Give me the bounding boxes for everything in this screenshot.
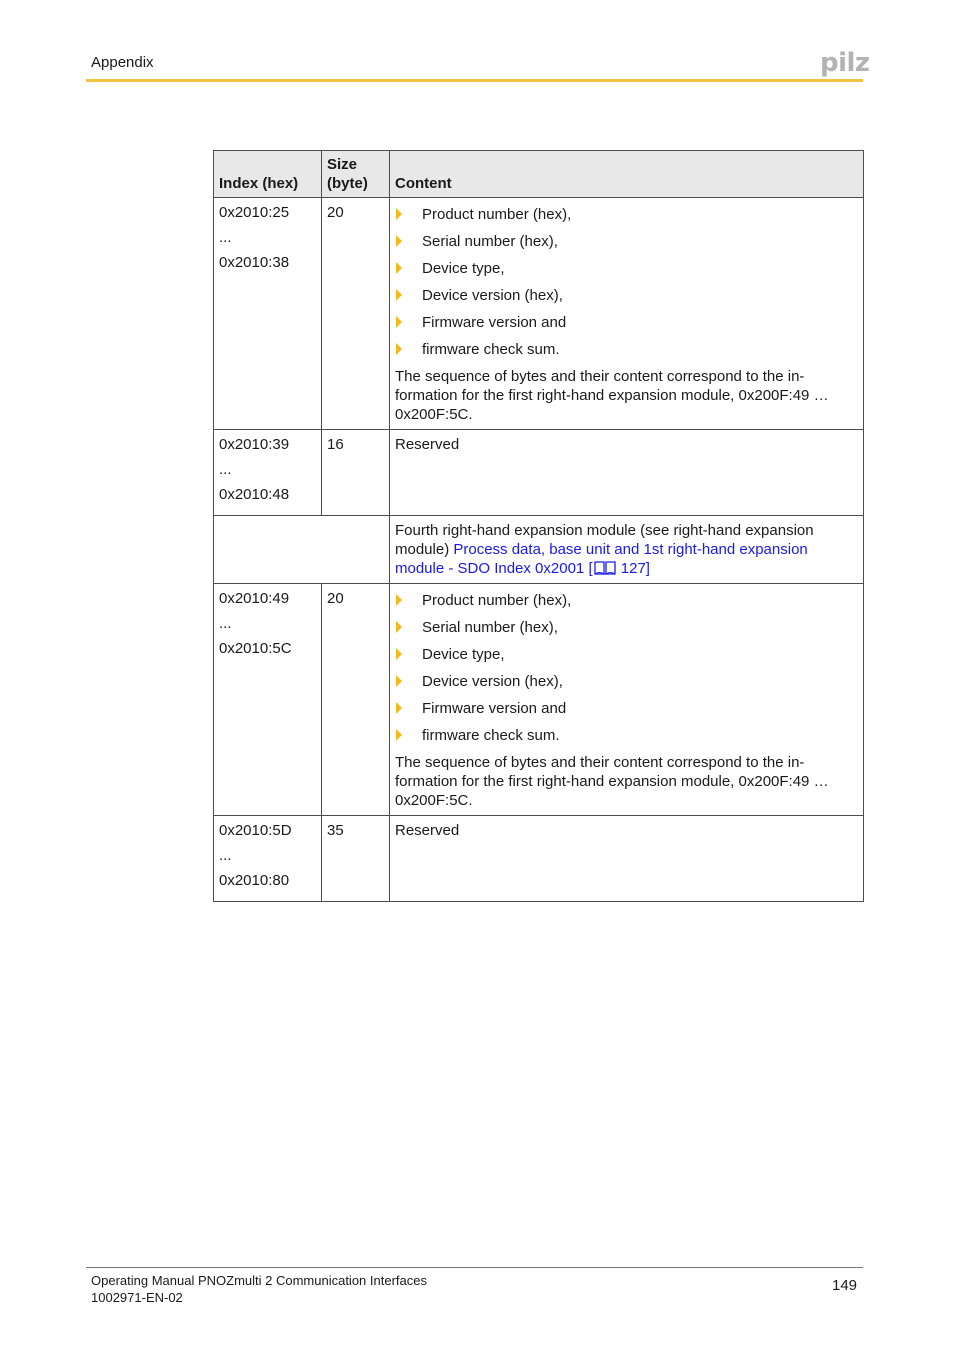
list-item [395,670,858,697]
content-cell: Reserved [390,816,864,902]
manual-title: Operating Manual PNOZmulti 2 Communication Interfaces [91,1273,427,1288]
list-item [395,616,858,643]
triangle-arrow-icon [396,594,402,606]
table-row [214,430,864,516]
content-cell [390,584,864,816]
section-title: Appendix [91,54,154,71]
list-item [395,697,858,724]
list-item [395,724,858,751]
section-text: module) [395,541,454,558]
sequence-note [395,365,858,424]
triangle-arrow-icon [396,729,402,741]
list-item [395,589,858,616]
list-item-text: Firmware version and [422,700,567,717]
index-end: 0x2010:5C [219,640,292,657]
index-ellipsis: ... [219,847,232,864]
list-item-text: Firmware version and [422,314,567,331]
header-content: Content [390,151,864,198]
list-item [395,643,858,670]
index-start: 0x2010:49 [219,590,290,607]
triangle-arrow-icon [396,702,402,714]
size-cell: 16 [322,430,390,516]
table-row [214,516,864,584]
link-page: 127] [616,560,650,577]
list-item-text: Serial number (hex), [422,233,558,250]
footer-divider [86,1267,863,1268]
table-row [214,584,864,816]
triangle-arrow-icon [396,675,402,687]
link-text: Process data, base unit and 1st right-hand expansion [453,541,808,558]
index-start: 0x2010:5D [219,822,292,839]
list-item [395,284,858,311]
index-ellipsis: ... [219,615,232,632]
table-row [214,816,864,902]
note-line: 0x200F:5C. [395,406,473,423]
size-cell: 35 [322,816,390,902]
triangle-arrow-icon [396,235,402,247]
cross-reference-link[interactable] [395,541,808,577]
bullet-list [395,203,858,365]
book-icon [593,560,617,575]
object-index-table [213,150,864,902]
index-end: 0x2010:80 [219,872,290,889]
list-item-text: Device type, [422,646,505,663]
index-cell [214,816,322,902]
header-divider [86,79,863,82]
triangle-arrow-icon [396,621,402,633]
content-cell: Reserved [390,430,864,516]
triangle-arrow-icon [396,316,402,328]
content-cell [390,516,864,584]
index-end: 0x2010:48 [219,486,290,503]
list-item-text: Serial number (hex), [422,619,558,636]
index-start: 0x2010:25 [219,204,290,221]
list-item-text: Device version (hex), [422,287,563,304]
header-size-line2: (byte) [327,175,368,192]
list-item [395,257,858,284]
header-index: Index (hex) [214,151,322,198]
list-item-text: firmware check sum. [422,341,560,358]
content-cell [390,198,864,430]
pilz-logo: pilz [820,48,870,78]
triangle-arrow-icon [396,208,402,220]
header-size-line1: Size [327,156,358,173]
note-line: formation for the first right-hand expansion module, 0x200F:49 … [395,387,829,404]
list-item [395,203,858,230]
index-ellipsis: ... [219,461,232,478]
triangle-arrow-icon [396,343,402,355]
list-item [395,230,858,257]
table-header-row [214,151,864,198]
list-item-text: firmware check sum. [422,727,560,744]
index-cell [214,584,322,816]
list-item-text: Product number (hex), [422,592,572,609]
list-item-text: Product number (hex), [422,206,572,223]
bullet-list [395,589,858,751]
triangle-arrow-icon [396,289,402,301]
note-line: 0x200F:5C. [395,792,473,809]
index-start: 0x2010:39 [219,436,290,453]
document-number: 1002971-EN-02 [91,1290,183,1305]
list-item [395,338,858,365]
list-item-text: Device type, [422,260,505,277]
index-end: 0x2010:38 [219,254,290,271]
empty-cell [214,516,390,584]
triangle-arrow-icon [396,262,402,274]
index-ellipsis: ... [219,229,232,246]
note-line: formation for the first right-hand expansion module, 0x200F:49 … [395,773,829,790]
section-text: Fourth right-hand expansion module (see right-hand expansion [395,522,814,539]
link-text: module - SDO Index 0x2001 [ [395,560,593,577]
size-cell: 20 [322,584,390,816]
list-item [395,311,858,338]
table-row [214,198,864,430]
header-size [322,151,390,198]
sequence-note [395,751,858,810]
note-line: The sequence of bytes and their content correspond to the in- [395,754,805,771]
size-cell: 20 [322,198,390,430]
page-number: 149 [832,1277,858,1294]
note-line: The sequence of bytes and their content correspond to the in- [395,368,805,385]
list-item-text: Device version (hex), [422,673,563,690]
index-cell [214,430,322,516]
index-cell [214,198,322,430]
triangle-arrow-icon [396,648,402,660]
